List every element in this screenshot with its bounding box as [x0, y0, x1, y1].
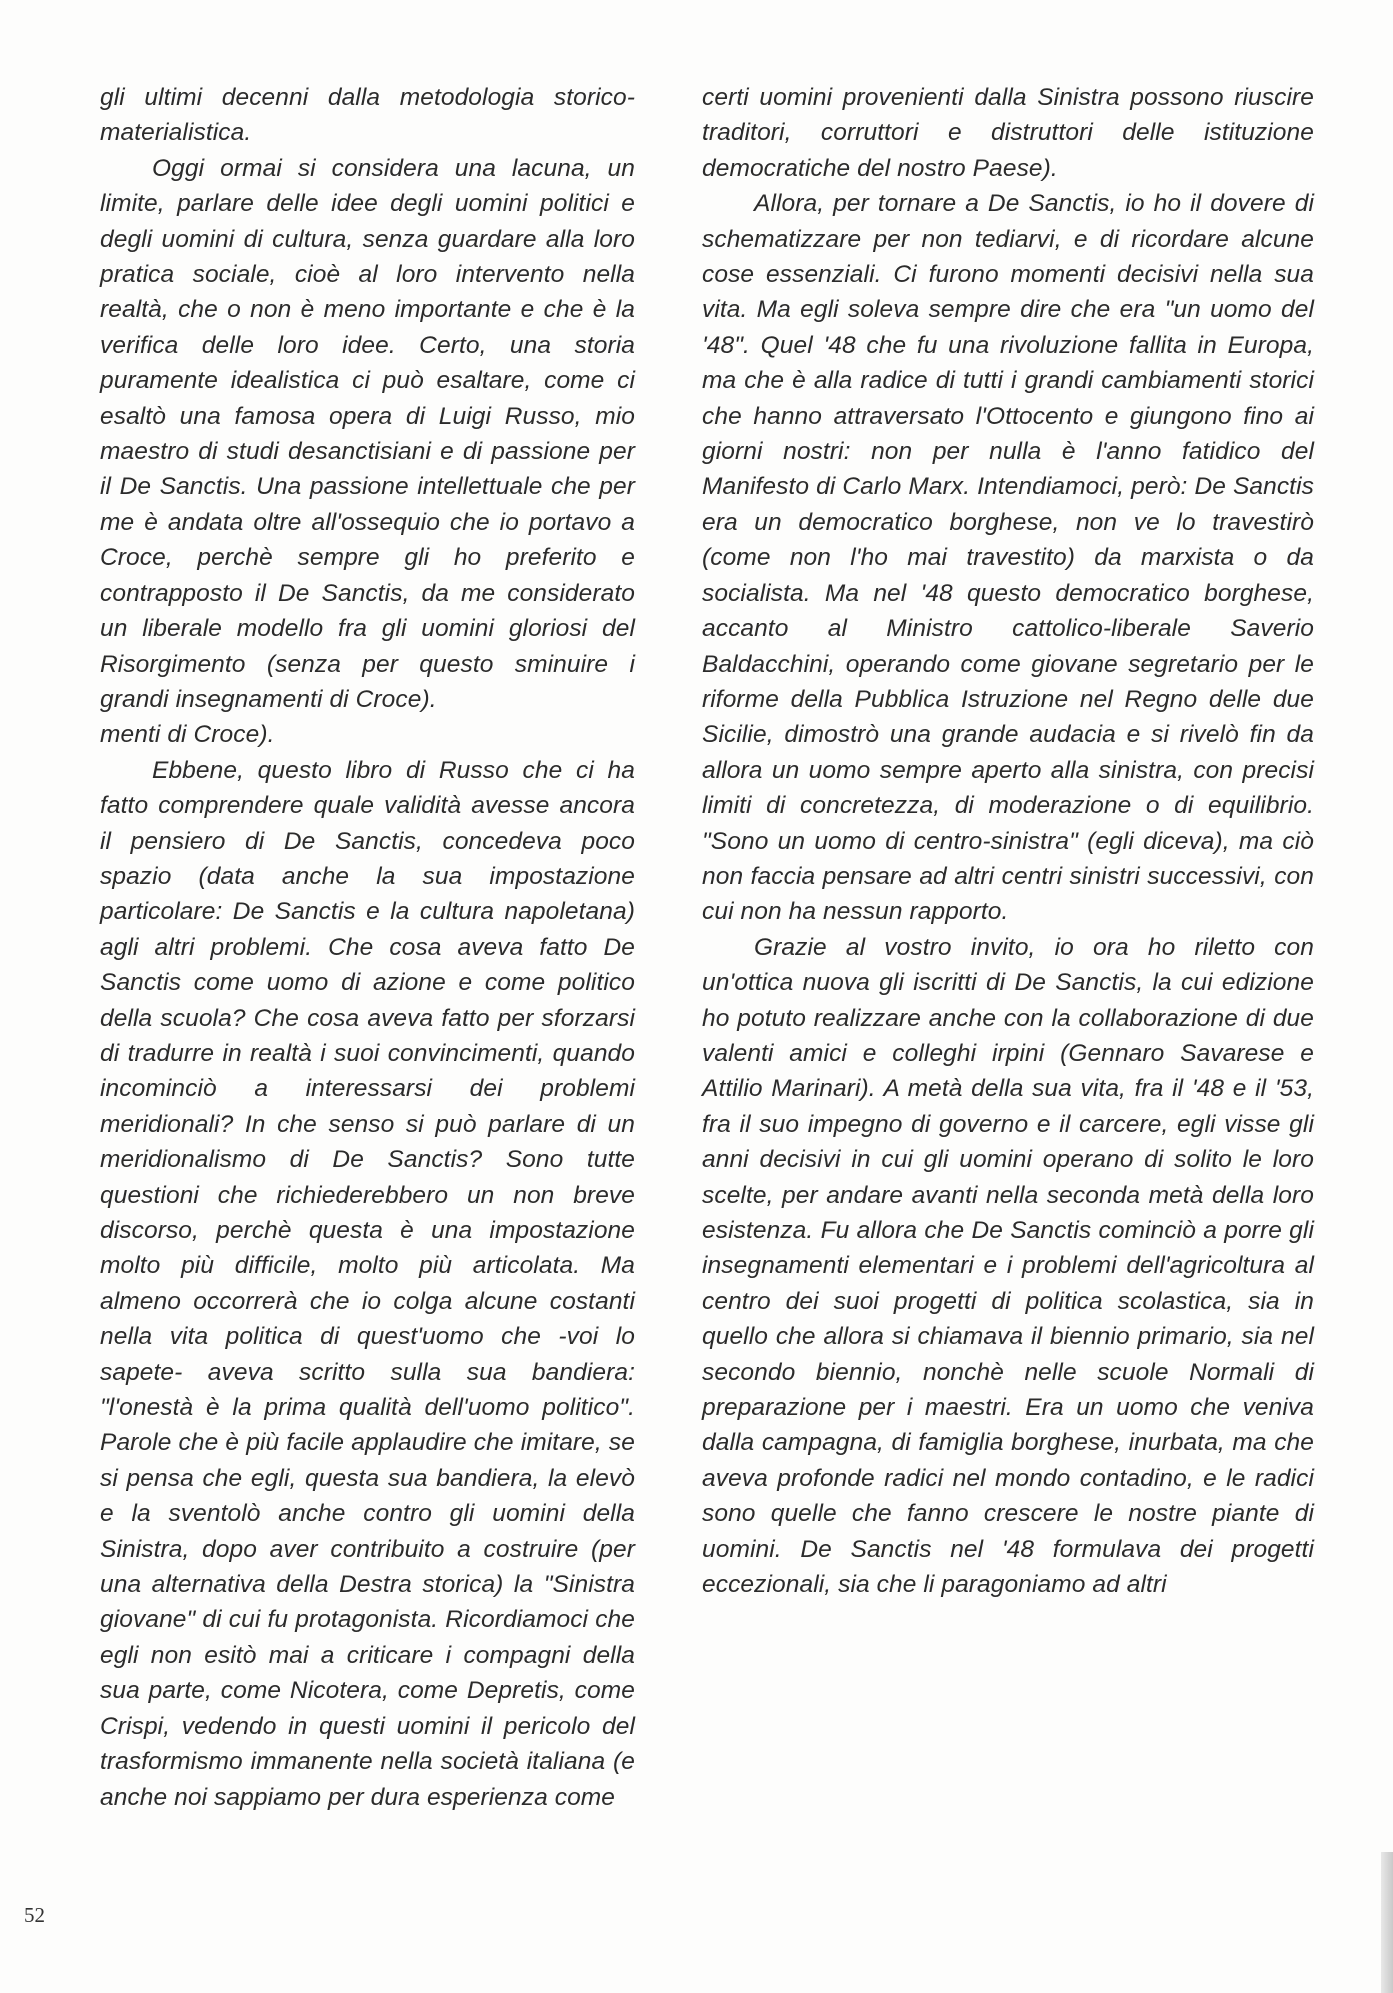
paragraph: Ebbene, questo libro di Russo che ci ha fatto comprendere quale validità avesse ancora il pensiero di De Sanctis, concedeva poco spazio (data anche la sua impostazione particolare: De Sanctis e la cultura napoletana) agli altri problemi. Che cosa aveva fatto De Sanctis come uomo di azione e come politico della scuola? Che cosa aveva fatto per sforzarsi di tradurre in realtà i suoi convincimenti, quando incominciò a interessarsi dei problemi meridionali? In che senso si può parlare di un meridionalismo di De Sanctis? Sono tutte questioni che richiederebbero un non breve discorso, perchè questa è una impostazione molto più difficile, molto più articolata. Ma almeno occorrerà che io colga alcune costanti nella vita politica di quest'uomo che -voi lo sapete- aveva scritto sulla sua bandiera: "l'onestà è la prima qualità dell'uomo politico". Parole che è più facile applaudire che imitare, se si pensa che egli, questa sua bandiera, la elevò e la sventolò anche contro gli uomini della Sinistra, dopo aver contribuito a costruire (per una alternativa della Destra storica) la "Sinistra giovane" di cui fu protagonista. Ricordiamoci che egli non esitò mai a criticare i compagni della sua parte, come Nicotera, come Depretis, come Crispi, vedendo in questi uomini il pericolo del trasformismo immanente nella società italiana (e anche noi sappiamo per dura esperienza come	[100, 756, 635, 1811]
right-text-column	[702, 80, 1314, 1602]
paragraph: gli ultimi decenni dalla metodologia storico-materialistica.	[100, 84, 635, 147]
paragraph: menti di Croce).	[100, 721, 275, 749]
paragraph: Oggi ormai si considera una lacuna, un limite, parlare delle idee degli uomini politici e degli uomini di cultura, senza guardare alla loro pratica sociale, cioè al loro intervento nella realtà, che o non è meno importante e che è la verifica delle loro idee. Certo, una storia puramente idealistica ci può esaltare, come ci esaltò una famosa opera di Luigi Russo, mio maestro di studi desanctisiani e di passione per il De Sanctis. Una passione intellettuale che per me è andata oltre all'ossequio che io portavo a Croce, perchè sempre gli ho preferito e contrapposto il De Sanctis, da me considerato un liberale modello fra gli uomini gloriosi del Risorgimento (senza per questo sminuire i grandi insegnamenti di Croce).	[100, 154, 635, 713]
paragraph: certi uomini provenienti dalla Sinistra possono riuscire traditori, corruttori e distruttori delle istituzione democratiche del nostro Paese).	[702, 84, 1314, 182]
paragraph: Grazie al vostro invito, io ora ho riletto con un'ottica nuova gli iscritti di De Sanctis, la cui edizione ho potuto realizzare anche con la collaborazione di due valenti amici e colleghi irpini (Gennaro Savarese e Attilio Marinari). A metà della sua vita, fra il '48 e il '53, fra il suo impegno di governo e il carcere, egli visse gli anni decisivi in cui gli uomini operano di solito le loro scelte, per andare avanti nella seconda metà della loro esistenza. Fu allora che De Sanctis cominciò a porre gli insegnamenti elementari e i problemi dell'agricoltura al centro dei suoi progetti di politica scolastica, sia in quello che allora si chiamava il biennio primario, sia nel secondo biennio, nonchè nelle scuole Normali di preparazione per i maestri. Era un uomo che veniva dalla campagna, di famiglia borghese, inurbata, ma che aveva profonde radici nel mondo contadino, e le radici sono quelle che fanno crescere le nostre piante di uomini. De Sanctis nel '48 formulava dei progetti eccezionali, sia che li paragoniamo ad altri	[702, 933, 1314, 1599]
page-number: 52	[24, 1903, 45, 1927]
left-text-column	[100, 80, 635, 1815]
scan-edge-shadow	[1381, 1852, 1393, 1993]
paragraph: Allora, per tornare a De Sanctis, io ho il dovere di schematizzare per non tediarvi, e di ricordare alcune cose essenziali. Ci furono momenti decisivi nella sua vita. Ma egli soleva sempre dire che era "un uomo del '48". Quel '48 che fu una rivoluzione fallita in Europa, ma che è alla radice di tutti i grandi cambiamenti storici che hanno attraversato l'Ottocento e giungono fino ai giorni nostri: non per nulla è l'anno fatidico del Manifesto di Carlo Marx. Intendiamoci, però: De Sanctis era un democratico borghese, non ve lo travestirò (come non l'ho mai travestito) da marxista o da socialista. Ma nel '48 questo democratico borghese, accanto al Ministro cattolico-liberale Saverio Baldacchini, operando come giovane segretario per le riforme della Pubblica Istruzione nel Regno delle due Sicilie, dimostrò una grande audacia e si rivelò fin da allora un uomo sempre aperto alla sinistra, con precisi limiti di concretezza, di moderazione o di equilibrio. "Sono un uomo di centro-sinistra" (egli diceva), ma ciò non faccia pensare ad altri centri sinistri successivi, con cui non ha nessun rapporto.	[702, 190, 1314, 926]
